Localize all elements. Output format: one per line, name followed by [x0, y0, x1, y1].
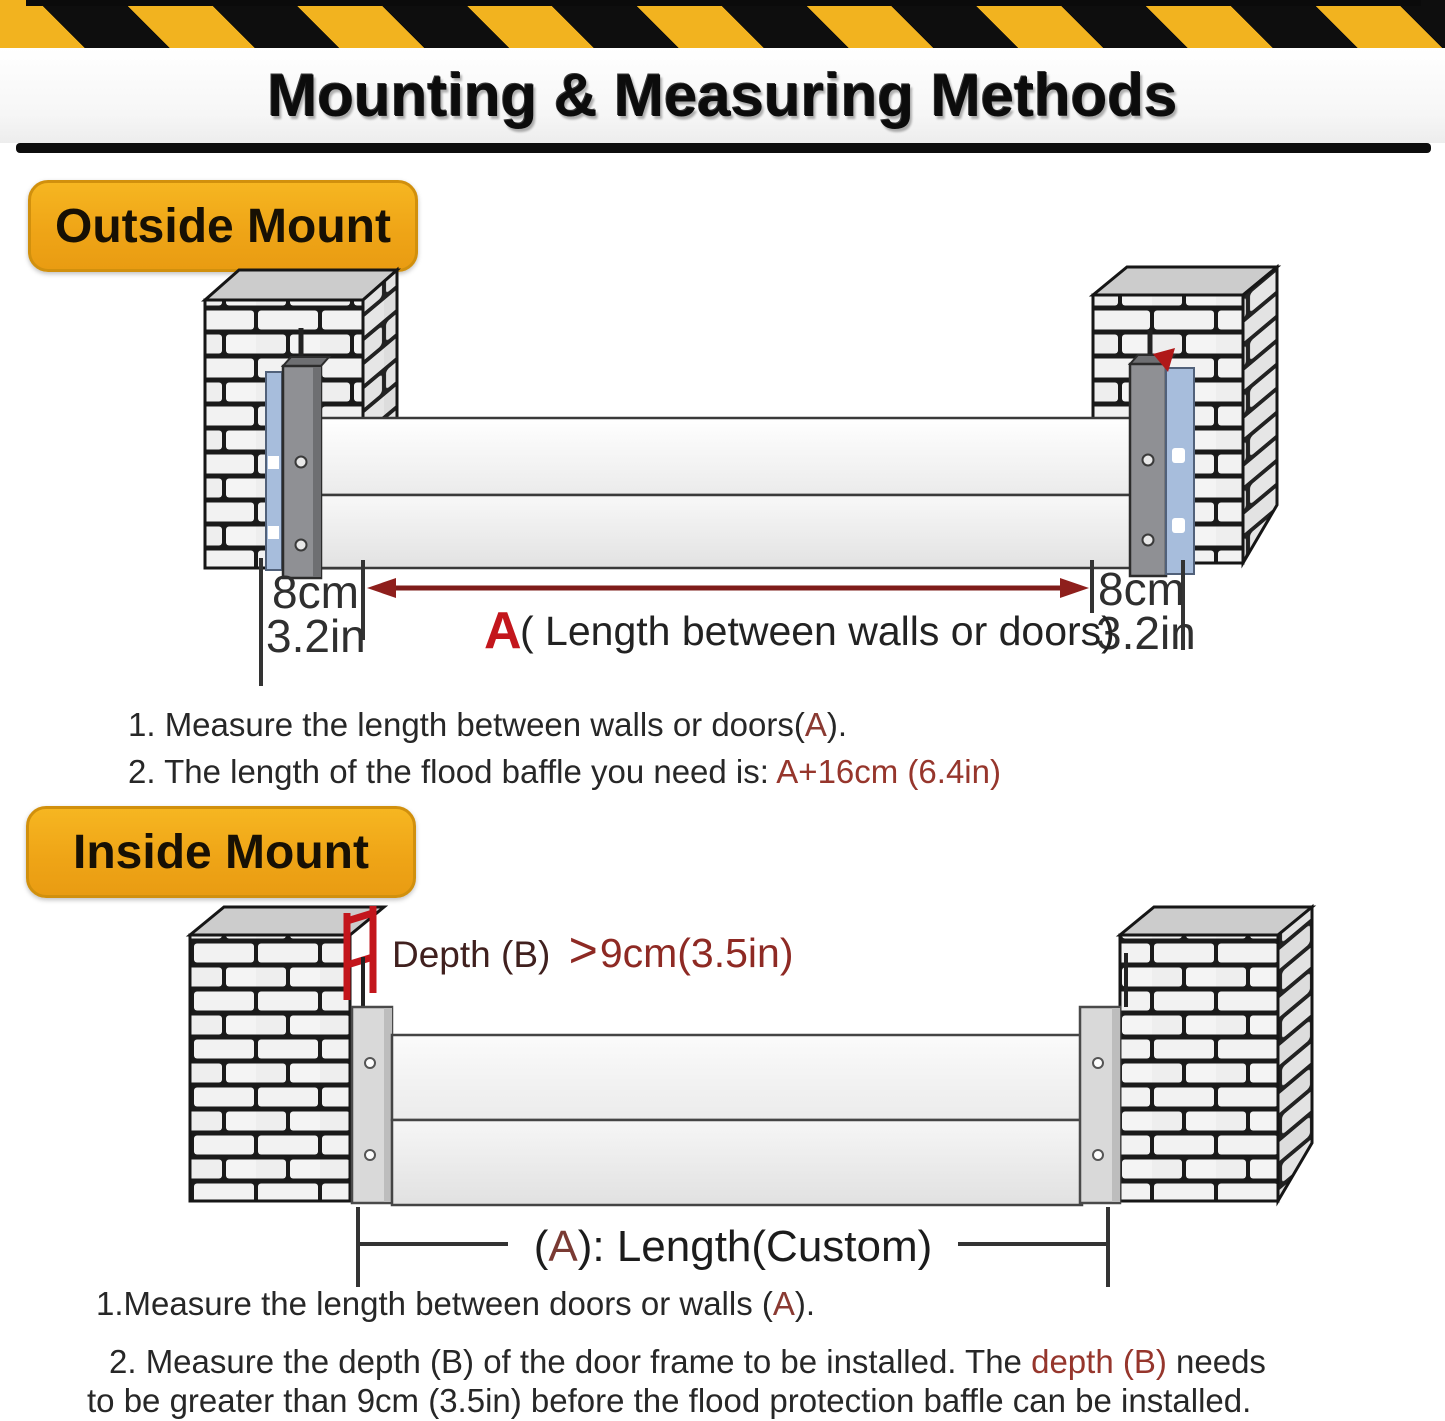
inside-mount-badge [26, 806, 416, 898]
step-text: 2. Measure the depth (B) of the door frame to be installed. The [109, 1343, 1032, 1380]
step-highlight: A [804, 706, 827, 743]
hazard-banner [0, 0, 1445, 155]
inside-step-2-line1 [109, 1342, 1266, 1381]
step-text: needs [1166, 1343, 1266, 1380]
mounting-post-left [352, 1007, 392, 1203]
outside-mount-badge-label: Outside Mount [55, 199, 391, 253]
label-32in-left: 3.2in [266, 610, 366, 662]
label-a-rest: ( Length between walls or doors) [520, 608, 1115, 654]
flood-barrier [392, 1035, 1082, 1205]
banner-bottom-bar [16, 143, 1431, 153]
width-arrow [367, 578, 1089, 598]
depth-value-text: 9cm(3.5in) [599, 930, 794, 976]
arrow-head-left [367, 578, 396, 598]
barrier-plank-bottom [392, 1120, 1082, 1205]
step-text: 1. Measure the length between walls or doors( [128, 706, 805, 743]
barrier-plank-bottom [316, 495, 1140, 568]
depth-label-text: Depth (B) [392, 934, 561, 975]
title-band [0, 48, 1445, 143]
post-hole [1093, 1150, 1103, 1160]
step-highlight: depth (B) [1031, 1343, 1167, 1380]
outside-mount-badge [28, 180, 418, 272]
pillar-front-face [1120, 935, 1278, 1201]
rail-slot [1172, 518, 1185, 533]
bracket-cap [283, 357, 329, 366]
length-label-rest: ): Length(Custom) [577, 1222, 933, 1271]
label-32in-right: 3.2in [1096, 607, 1196, 659]
step-text: ). [826, 706, 848, 743]
brick-pillar-right [1120, 907, 1312, 1201]
label-8cm-left: 8cm [272, 566, 359, 618]
page-title: Mounting & Measuring Methods [267, 62, 1178, 129]
barrier-plank-top [392, 1035, 1082, 1120]
hazard-stripes [0, 0, 1445, 48]
outside-mount-diagram [0, 260, 1445, 690]
pillar-side-face [1243, 267, 1277, 563]
bracket-hole [1143, 535, 1154, 546]
depth-label [392, 922, 794, 978]
post-hole [1093, 1058, 1103, 1068]
length-label-open: ( [533, 1222, 549, 1271]
bracket-hole [296, 540, 307, 551]
rail-slot [268, 526, 279, 539]
inside-mount-steps [87, 1284, 1266, 1420]
post-shade [1112, 1008, 1120, 1202]
inside-mount-diagram [0, 893, 1445, 1293]
depth-gt-symbol: > [568, 922, 598, 978]
bracket-hole [1143, 455, 1154, 466]
rail-blue-strip [1166, 368, 1194, 574]
inside-step-1 [96, 1284, 1266, 1323]
inside-step-2-line2 [87, 1381, 1266, 1420]
bracket-hole [296, 457, 307, 468]
step-text: ). [794, 1285, 816, 1322]
rail-blue-strip [266, 372, 282, 570]
label-a-red: A [484, 602, 522, 660]
pillar-front-face [190, 935, 350, 1201]
length-label [534, 1222, 933, 1271]
mounting-post-right [1080, 1007, 1120, 1203]
wall-rail-right [1166, 368, 1194, 574]
post-hole [365, 1150, 375, 1160]
pillar-side-face [1278, 907, 1312, 1201]
step-text: 1.Measure the length between doors or walls ( [96, 1285, 773, 1322]
rail-slot [268, 456, 279, 469]
inside-mount-badge-label: Inside Mount [73, 825, 369, 879]
bracket-shade [313, 367, 321, 577]
label-8cm-right: 8cm [1098, 563, 1185, 615]
outside-step-2 [128, 748, 1001, 795]
outside-step-1 [128, 701, 1001, 748]
rail-slot [1172, 448, 1185, 463]
length-label-a: A [548, 1222, 578, 1271]
barrier-plank-top [316, 418, 1140, 495]
step-text: to be greater than 9cm (3.5in) before the flood protection baffle can be installed. [87, 1382, 1252, 1419]
step-highlight: A [772, 1285, 795, 1322]
step-highlight: A+16cm (6.4in) [776, 753, 1001, 790]
flood-barrier [316, 418, 1140, 568]
hazard-top-edge [26, 0, 1421, 6]
arrow-head-right [1060, 578, 1089, 598]
wall-rail-left [266, 372, 282, 570]
outside-mount-steps [128, 701, 1001, 795]
step-text: 2. The length of the flood baffle you need is: [128, 753, 777, 790]
mounting-bracket-left [283, 357, 329, 578]
post-hole [365, 1058, 375, 1068]
